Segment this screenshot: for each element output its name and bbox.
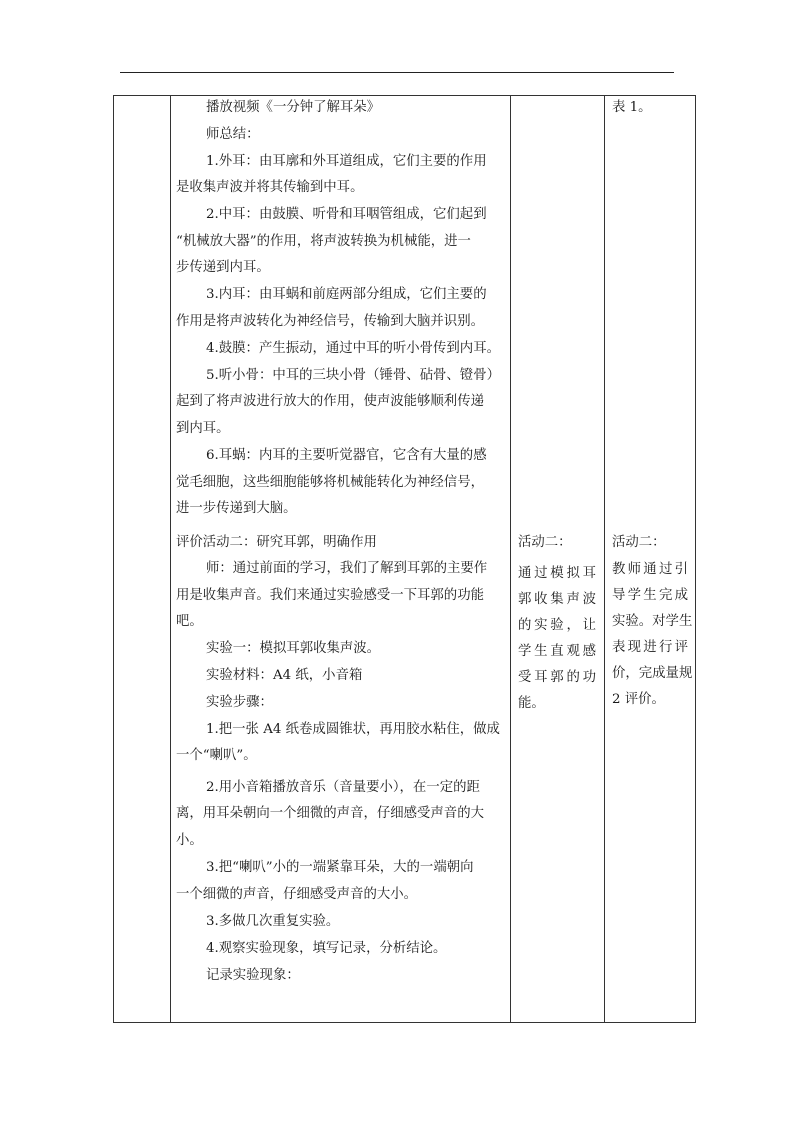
text-line: “机械放大器”的作用，将声波转换为机械能，进一: [176, 234, 471, 249]
text-line: 表 1。: [612, 100, 652, 115]
text-line: 5.听小骨：中耳的三块小骨（锤骨、砧骨、镫骨）: [206, 368, 500, 383]
text-line: 教师通过引: [612, 562, 688, 577]
lesson-table: [113, 95, 696, 1023]
text-line: 2 评价。: [612, 692, 665, 707]
column-divider-2: [510, 96, 511, 1022]
text-line: 能。: [518, 696, 545, 711]
text-line: 是收集声波并将其传输到中耳。: [176, 180, 364, 195]
text-line: 3.多做几次重复实验。: [206, 914, 340, 929]
text-line: 2.中耳：由鼓膜、听骨和耳咽管组成，它们起到: [206, 207, 487, 222]
header-rule: [120, 72, 674, 73]
text-line: 实验材料：A4 纸，小音箱: [206, 668, 363, 683]
text-line: 到内耳。: [176, 421, 230, 436]
text-line: 小。: [176, 833, 203, 848]
text-line: 吧。: [176, 614, 203, 629]
text-line: 一个“喇叭”。: [176, 748, 257, 763]
text-line: 播放视频《一分钟了解耳朵》: [206, 100, 381, 115]
text-line: 3.把“喇叭”小的一端紧靠耳朵，大的一端朝向: [206, 860, 474, 875]
text-line: 一个细微的声音，仔细感受声音的大小。: [176, 887, 418, 902]
section-heading: 评价活动二：研究耳郭，明确作用: [176, 535, 377, 550]
text-line: 郭收集声波: [518, 592, 596, 607]
text-line: 师：通过前面的学习，我们了解到耳郭的主要作: [206, 561, 488, 576]
text-line: 进一步传递到大脑。: [176, 501, 297, 516]
text-line: 活动二：: [612, 535, 666, 550]
column-divider-3: [604, 96, 605, 1022]
text-line: 3.内耳：由耳蜗和前庭两部分组成，它们主要的: [206, 287, 487, 302]
text-line: 用是收集声音。我们来通过实验感受一下耳郭的功能: [176, 588, 484, 603]
text-line: 1.外耳：由耳廓和外耳道组成，它们主要的作用: [206, 154, 487, 169]
text-line: 实验步骤：: [206, 695, 273, 710]
text-line: 2.用小音箱播放音乐（音量要小），在一定的距: [206, 780, 480, 795]
text-line: 师总结：: [206, 127, 260, 142]
text-line: 活动二：: [518, 535, 572, 550]
text-line: 觉毛细胞，这些细胞能够将机械能转化为神经信号，: [176, 475, 484, 490]
column-divider-1: [170, 96, 171, 1022]
text-line: 受耳郭的功: [518, 670, 596, 685]
text-line: 表现进行评: [612, 640, 688, 655]
text-line: 4.鼓膜：产生振动，通过中耳的听小骨传到内耳。: [206, 341, 500, 356]
text-line: 导学生完成: [612, 588, 688, 603]
text-line: 起到了将声波进行放大的作用，使声波能够顺利传递: [176, 394, 484, 409]
text-line: 作用是将声波转化为神经信号，传输到大脑并识别。: [176, 314, 484, 329]
text-line: 通过模拟耳: [518, 566, 596, 581]
text-line: 学生直观感: [518, 644, 596, 659]
text-line: 离，用耳朵朝向一个细微的声音，仔细感受声音的大: [176, 806, 484, 821]
text-line: 4.观察实验现象，填写记录，分析结论。: [206, 941, 447, 956]
text-line: 1.把一张 A4 纸卷成圆锥状，再用胶水粘住，做成: [206, 722, 500, 737]
text-line: 步传递到内耳。: [176, 260, 270, 275]
text-line: 实验一：模拟耳郭收集声波。: [206, 641, 381, 656]
text-line: 记录实验现象：: [206, 968, 300, 983]
text-line: 实验。对学生: [612, 614, 693, 629]
text-line: 的实验，让: [518, 618, 596, 633]
text-line: 价，完成量规: [612, 666, 693, 681]
text-line: 6.耳蜗：内耳的主要听觉器官，它含有大量的感: [206, 448, 487, 463]
